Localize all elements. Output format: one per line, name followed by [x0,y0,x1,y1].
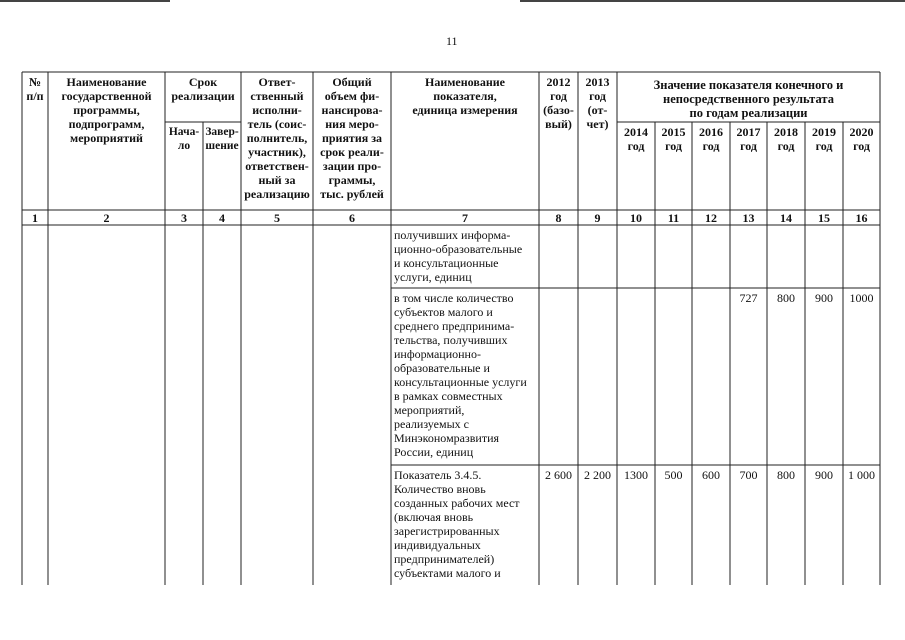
header-2012: 2012 год (базо- вый) [543,75,574,131]
row-3-value-2015: 500 [664,468,683,482]
colnum-15: 15 [818,211,830,225]
row-2-value-2017: 727 [739,291,758,305]
colnum-3: 3 [181,211,187,225]
colnum-10: 10 [630,211,642,225]
row-3-value-2020: 1 000 [848,468,875,482]
row-3-value-2013: 2 200 [584,468,611,482]
row-2-indicator: в том числе количество субъектов малого и среднего предпринима- тельства, получивших информационно- образовательные и консультационные услуги в рамках совместных мероприятий, реализуемых с Минэкономразвития России, единиц [394,291,527,459]
colnum-4: 4 [219,211,225,225]
row-3-value-2019: 900 [815,468,833,482]
colnum-14: 14 [780,211,792,225]
colnum-7: 7 [462,211,468,225]
header-year-2020: 2020 год [849,125,874,153]
colnum-13: 13 [742,211,755,225]
header-year-2014: 2014 год [624,125,648,153]
row-3-value-2017: 700 [739,468,758,482]
header-year-2016: 2016 год [699,125,723,153]
colnum-8: 8 [555,211,562,225]
row-3-indicator: Показатель 3.4.5. Количество вновь созданных рабочих мест (включая вновь зарегистрированных индивидуальных предпринимателей) субъектами малого и [394,468,520,580]
header-volume: Общий объем фи- нансирова- ния меро- приятия за срок реали- зации про- граммы, тыс. рублей [320,75,384,201]
row-2-value-2018: 800 [777,291,795,305]
header-period: Срок реализации [171,75,235,103]
colnum-5: 5 [274,211,280,225]
row-3-value-2018: 800 [777,468,795,482]
header-values: Значение показателя конечного и непосредственного результата по годам реализации [653,78,844,120]
colnum-12: 12 [705,211,717,225]
row-3-value-2014: 1300 [624,468,648,482]
colnum-9: 9 [594,211,601,225]
page-number: 11 [446,34,458,48]
header-2013: 2013 год (от- чет) [585,75,610,131]
header-year-2018: 2018 год [774,125,798,153]
header-year-2017: 2017 год [736,125,761,153]
header-program-name: Наименование государственной программы, подпрограмм, мероприятий [61,75,152,145]
header-year-2015: 2015 год [661,125,686,153]
colnum-16: 16 [855,211,868,225]
colnum-2: 2 [103,211,110,225]
header-start: Нача- ло [168,126,200,152]
row-1-indicator: получивших информа- ционно-образовательные и консультационные услуги, единиц [394,228,523,284]
header-end: Завер- шение [205,126,239,152]
row-3-value-2012: 2 600 [545,468,572,482]
row-2-value-2019: 900 [815,291,833,305]
header-year-2019: 2019 год [812,125,836,153]
colnum-11: 11 [667,211,680,225]
row-2-value-2020: 1000 [849,291,874,305]
header-executor: Ответ- ственный исполни- тель (соис- полнитель, участник), ответствен- ный за реализацию [244,75,310,201]
header-no: № п/п [26,75,44,103]
header-indicator: Наименование показателя, единица измерения [412,75,518,117]
colnum-6: 6 [349,211,355,225]
row-3-value-2016: 600 [702,468,720,482]
colnum-1: 1 [32,211,38,225]
